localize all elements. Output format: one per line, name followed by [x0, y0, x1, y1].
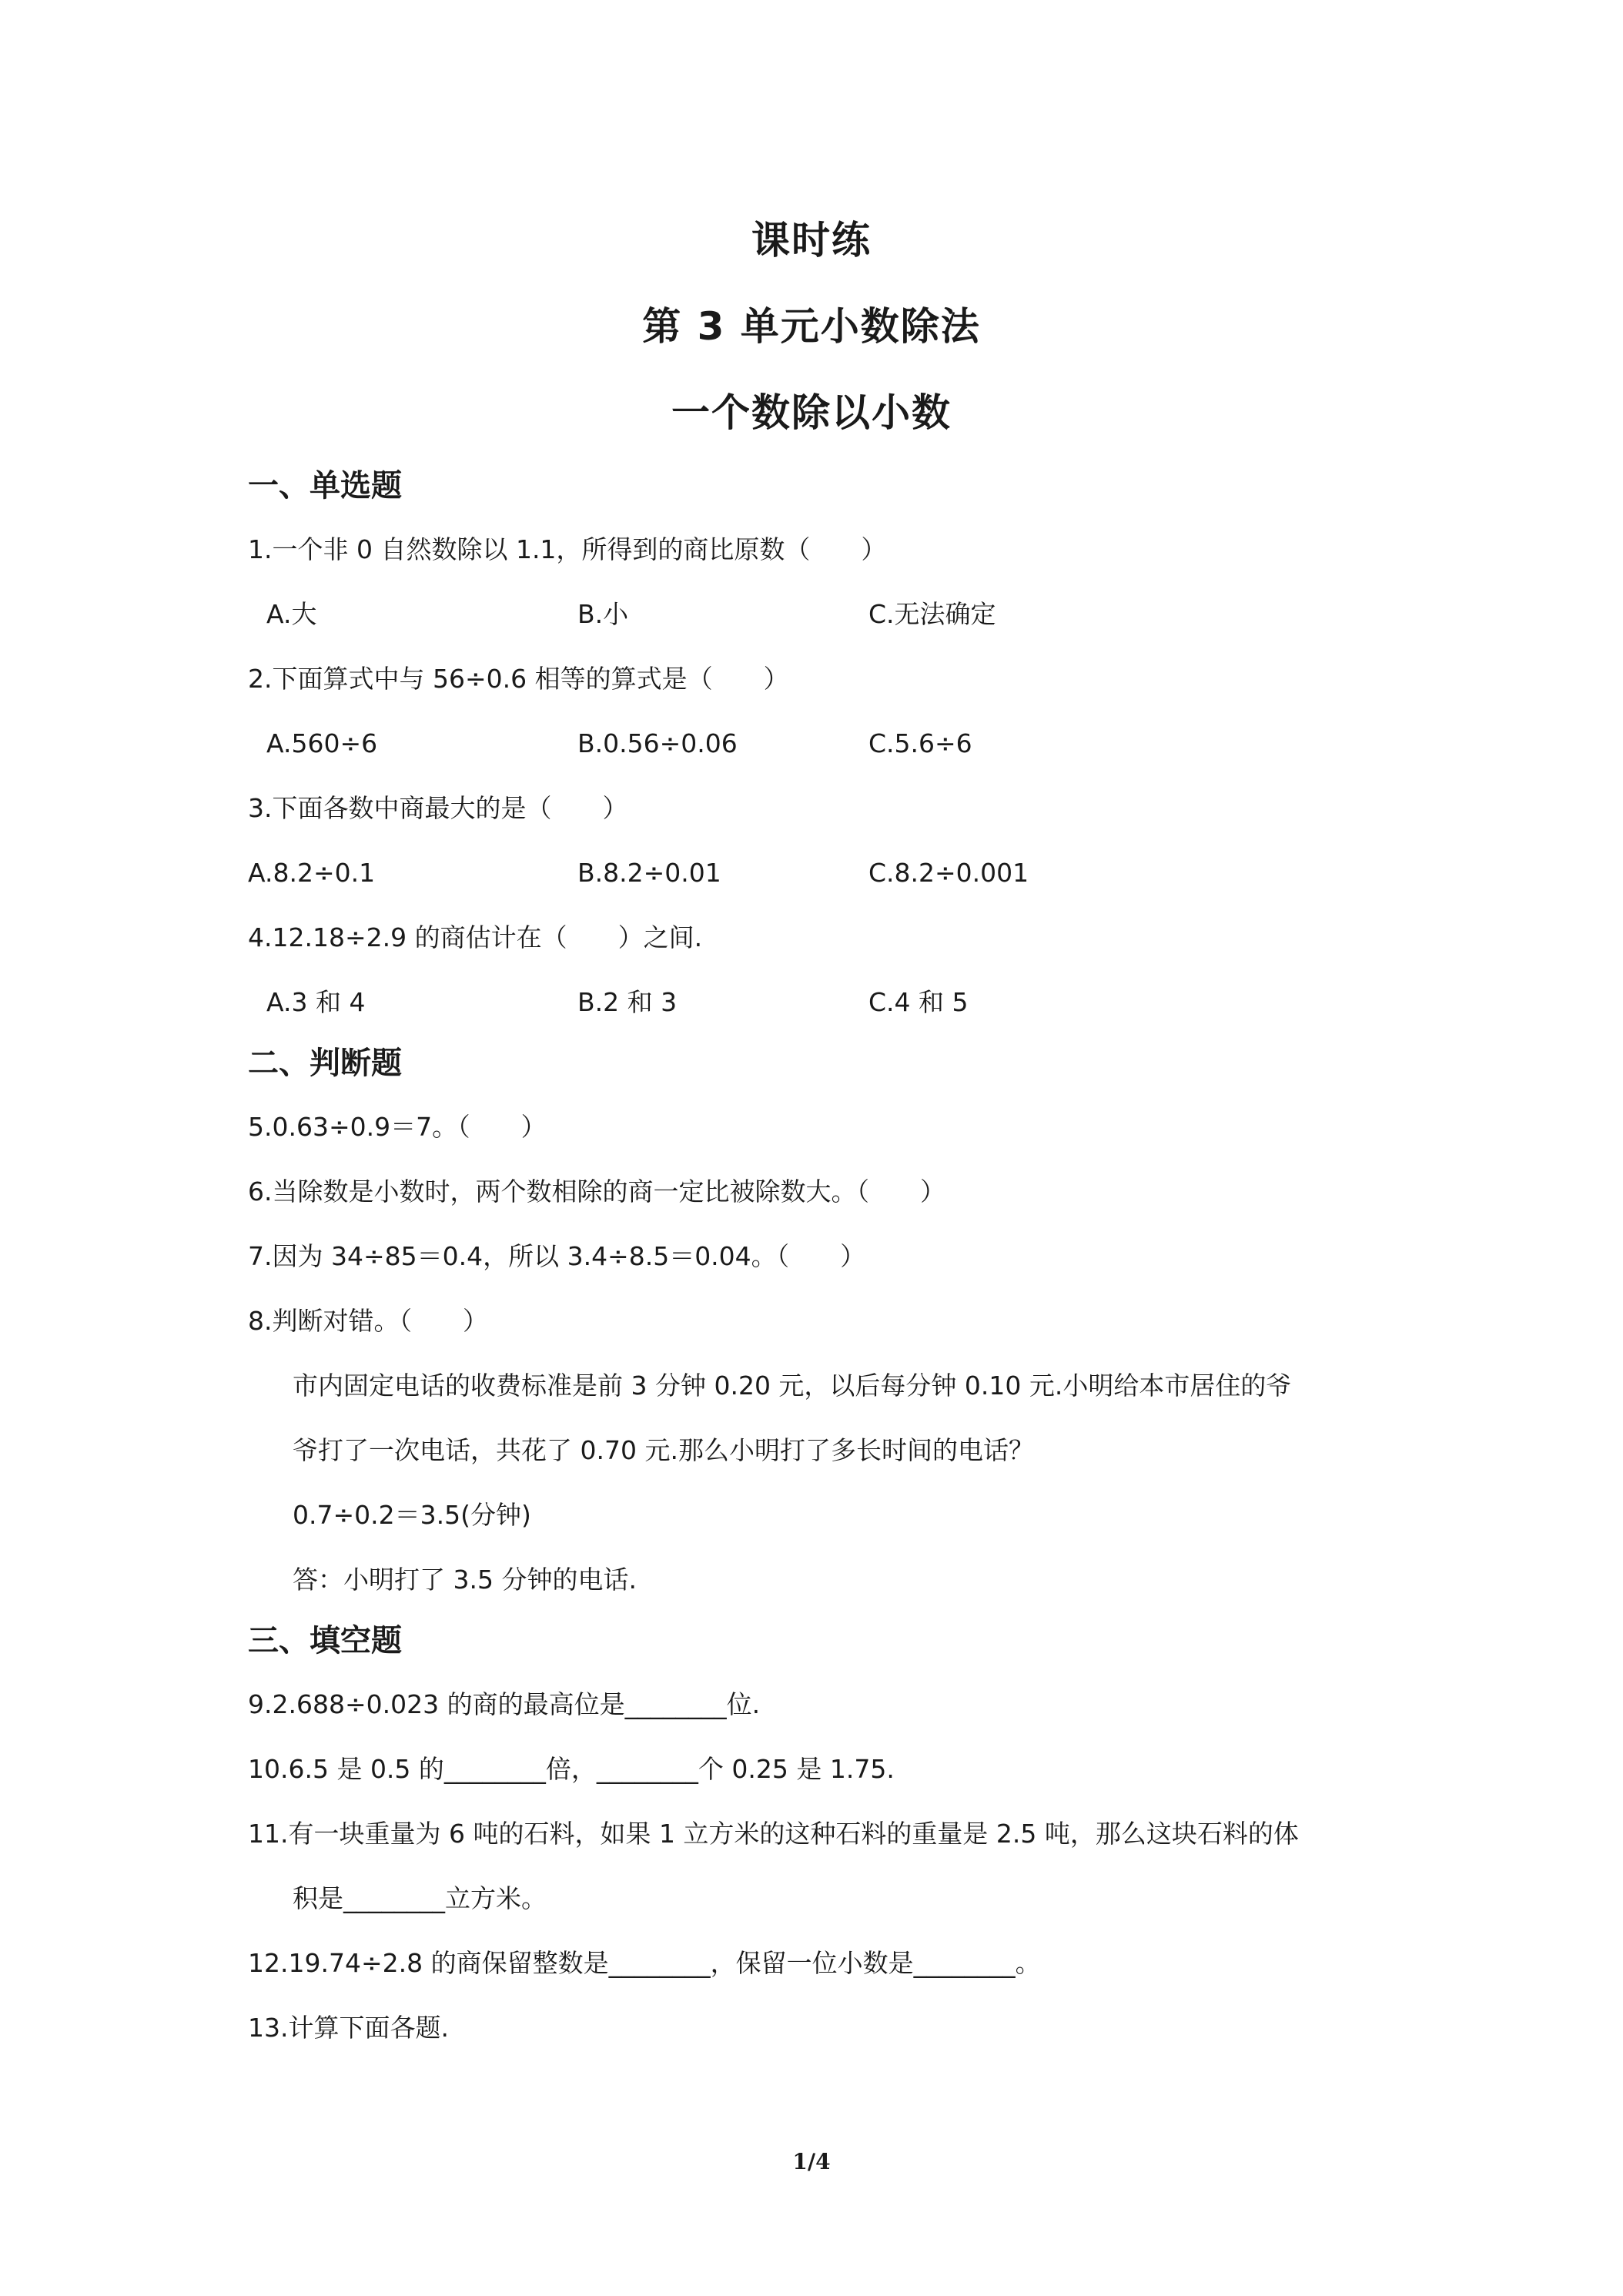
- question-3: 3.下面各数中商最大的是（ ）: [248, 793, 628, 823]
- question-8-solution: 0.7÷0.2＝3.5(分钟): [293, 1500, 531, 1530]
- question-4-option-b: B.2 和 3: [577, 987, 678, 1017]
- question-1-option-c: C.无法确定: [868, 599, 996, 629]
- section-heading-true-false: 二、判断题: [248, 1046, 402, 1081]
- question-5: 5.0.63÷0.9＝7。（ ）: [248, 1112, 547, 1142]
- page-number: 1/4: [792, 2149, 831, 2174]
- question-3-option-b: B.8.2÷0.01: [577, 858, 721, 888]
- question-11-line-2: 积是________立方米。: [293, 1883, 547, 1913]
- section-heading-single-choice: 一、单选题: [248, 468, 402, 504]
- question-4: 4.12.18÷2.9 的商估计在（ ）之间.: [248, 922, 703, 952]
- question-8-problem-line-1: 市内固定电话的收费标准是前 3 分钟 0.20 元，以后每分钟 0.10 元.小明给本市居住的爷: [293, 1371, 1292, 1401]
- question-2: 2.下面算式中与 56÷0.6 相等的算式是（ ）: [248, 664, 789, 694]
- question-10: 10.6.5 是 0.5 的________倍，________个 0.25 是 1.75.: [248, 1754, 895, 1784]
- question-4-option-c: C.4 和 5: [868, 987, 969, 1017]
- question-9: 9.2.688÷0.023 的商的最高位是________位.: [248, 1689, 761, 1719]
- question-7: 7.因为 34÷85＝0.4，所以 3.4÷8.5＝0.04。（ ）: [248, 1241, 866, 1271]
- question-3-option-a: A.8.2÷0.1: [248, 858, 376, 888]
- question-1: 1.一个非 0 自然数除以 1.1，所得到的商比原数（ ）: [248, 534, 887, 564]
- lesson-title: 一个数除以小数: [671, 390, 952, 435]
- question-3-option-c: C.8.2÷0.001: [868, 858, 1029, 888]
- question-1-option-a: A.大: [266, 599, 317, 629]
- question-8-answer: 答：小明打了 3.5 分钟的电话.: [293, 1565, 637, 1595]
- question-1-option-b: B.小: [577, 599, 629, 629]
- worksheet-title: 课时练: [751, 218, 872, 263]
- question-2-option-a: A.560÷6: [266, 728, 378, 758]
- question-6: 6.当除数是小数时，两个数相除的商一定比被除数大。（ ）: [248, 1176, 945, 1207]
- unit-title: 第 3 单元小数除法: [642, 304, 981, 349]
- question-8: 8.判断对错。（ ）: [248, 1306, 488, 1336]
- question-13: 13.计算下面各题.: [248, 2013, 449, 2043]
- question-4-option-a: A.3 和 4: [266, 987, 366, 1017]
- section-heading-fill-in: 三、填空题: [248, 1623, 402, 1658]
- question-2-option-b: B.0.56÷0.06: [577, 728, 738, 758]
- question-8-problem-line-2: 爷打了一次电话，共花了 0.70 元.那么小明打了多长时间的电话？: [293, 1435, 1034, 1465]
- question-11-line-1: 11.有一块重量为 6 吨的石料，如果 1 立方米的这种石料的重量是 2.5 吨，那么这块石料的体: [248, 1819, 1299, 1849]
- question-2-option-c: C.5.6÷6: [868, 728, 972, 758]
- question-12: 12.19.74÷2.8 的商保留整数是________，保留一位小数是________。: [248, 1948, 1041, 1978]
